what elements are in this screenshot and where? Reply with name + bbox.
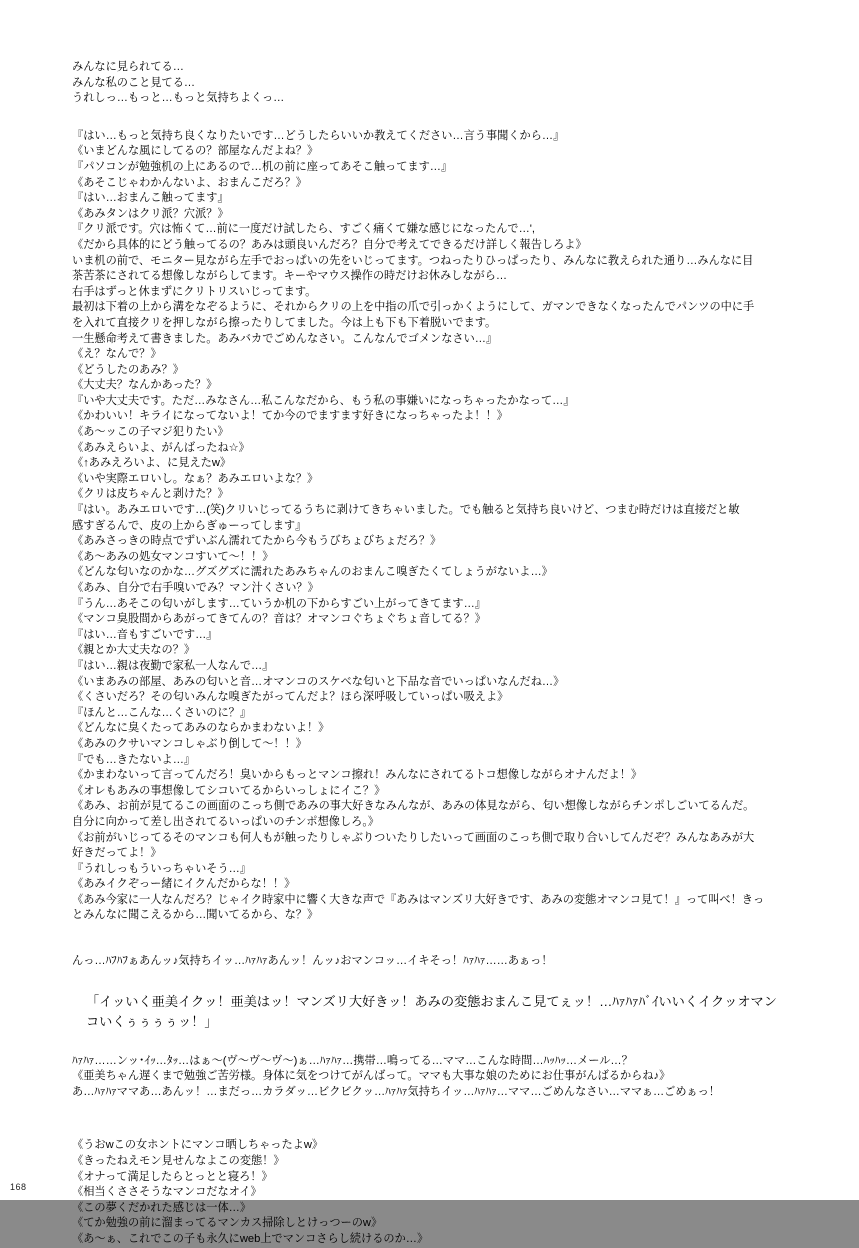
after-moan-line: ﾊｧﾊｧ……ンッ･ｲｯ…ﾀｯ…はぁ〜(ヴ〜ヴ〜ヴ〜)ぁ…ﾊｧﾊｧ…携帯…鳴ってる…ママ…こんな時間…ﾊｯﾊｯ…メール…？ xyxy=(72,1054,633,1067)
dialogue-line: 『クリ派です。穴は怖くて…前に一度だけ試したら、すごく痛くて嫌な感じになったんで…', xyxy=(72,223,536,236)
comments-block xyxy=(72,1138,788,1247)
dialogue-line: 《あそこじゃわかんないよ、おまんこだろ？》 xyxy=(72,176,307,189)
dialogue-line: 《かわいい！キライになってないよ！てか今のでますます好きになっちゃったよ！！》 xyxy=(72,410,508,423)
dialogue-line: 《お前がいじってるそのマンコも何人もが触ったりしゃぶりついたりしたいって画面のこっち側で取り合いしてんだぞ？みんなあみが大 xyxy=(72,831,755,844)
dialogue-line: 《あみ、お前が見てるこの画面のこっち側であみの事大好きなみんなが、あみの体見ながら、匂い想像しながらチンポしごいてるんだ。 xyxy=(72,800,755,813)
page-content xyxy=(72,60,788,1248)
dialogue-line: 《だから具体的にどう触ってるの？あみは頭良いんだろ？自分で考えてできるだけ詳しく報告しろよ》 xyxy=(72,238,587,251)
dialogue-line: 『はい…おまんこ触ってます』 xyxy=(72,192,229,205)
intro-line: うれしっ…もっと…もっと気持ちよくっ… xyxy=(72,92,285,105)
dialogue-line: 右手はずっと休まずにクリトリスいじってます。 xyxy=(72,285,317,298)
intro-block xyxy=(72,60,788,107)
dialogue-line: 『はい…もっと気持ち良くなりたいです…どうしたらいいか教えてください…言う事聞くから…』 xyxy=(72,129,565,142)
spacer xyxy=(72,970,788,992)
dialogue-line: 《クリは皮ちゃんと剥けた？》 xyxy=(72,488,229,501)
dialogue-line: 《オレもあみの事想像してシコいてるからいっしょにイこ？》 xyxy=(72,784,386,797)
dialogue-line: 《くさいだろ？その匂いみんな嗅ぎたがってんだよ？ほら深呼吸していっぱい吸えよ》 xyxy=(72,691,509,704)
dialogue-line: 《いまあみの部屋、あみの匂いと音…オマンコのスケベな匂いと下品な音でいっぱいなんだね…》 xyxy=(72,675,565,688)
dialogue-line: 感すぎるんで、皮の上からぎゅーってします』 xyxy=(72,519,307,532)
moan-line: んっ…ﾊﾌﾊﾌぁあんッ♪気持ちイッ…ﾊｧﾊｧあんッ！んッ♪おマンコッ…イキそっ！ﾊｧﾊｧ……あぁっ！ xyxy=(72,955,553,968)
dialogue-line: 『パソコンが勉強机の上にあるので…机の前に座ってあそこ触ってます…』 xyxy=(72,160,453,173)
dialogue-line: 『はい。あみエロいです…(笑)クリいじってるうちに剥けてきちゃいました。でも触ると気持ち良いけど、つまむ時だけは直接だと敏 xyxy=(72,504,740,517)
comment-line: 《相当くささそうなマンコだなオイ》 xyxy=(72,1186,262,1199)
comment-line: 《この夢くだかれた感じは一体…》 xyxy=(72,1201,252,1214)
dialogue-line: 『うれしっもういっちゃいそう…』 xyxy=(72,862,252,875)
dialogue-line: 《あみえらいよ、がんばったね☆》 xyxy=(72,441,250,454)
dialogue-line: 最初は下着の上から溝をなぞるように、それからクリの上を中指の爪で引っかくようにして、ガマンできなくなったんでパンツの中に手 xyxy=(72,301,755,314)
dialogue-line: 《どうしたのあみ？》 xyxy=(72,363,184,376)
intro-line: みんな私のこと見てる… xyxy=(72,76,196,89)
dialogue-line: 《あみ今家に一人なんだろ？じゃイク時家中に響く大きな声で『あみはマンズリ大好きです、あみの変態オマンコ見て！』って叫べ！きっ xyxy=(72,893,765,906)
spacer xyxy=(72,107,788,129)
dialogue-line: 茶苦茶にされてる想像しながらしてます。キーやマウス操作の時だけお休みしながら… xyxy=(72,270,508,283)
dialogue-line: 《あみタンはクリ派？穴派？》 xyxy=(72,207,229,220)
spacer xyxy=(72,1100,788,1138)
dialogue-line: 《あみイクぞっー緒にイクんだからな！！》 xyxy=(72,878,296,891)
dialogue-line: 自分に向かって差し出されてるいっぱいのチンポ想像しろ。》 xyxy=(72,815,380,828)
after-moan-line: あ…ﾊｧﾊｧママあ…あんッ！…まだっ…カラダッ…ビクビクッ…ﾊｧﾊｧ気持ちイッ…ﾊｧﾊｧ…ママ…ごめんなさい…ママぁ…ごめぁっ！ xyxy=(72,1085,720,1098)
dialogue-line: 好きだってよ！》 xyxy=(72,847,162,860)
dialogue-line: 《いや実際エロいし。なぁ？あみエロいよな？》 xyxy=(72,472,319,485)
dialogue-line: 《大丈夫？なんかあった？》 xyxy=(72,379,218,392)
dialogue-line: 《あ〜ッこの子マジ犯りたい》 xyxy=(72,426,229,439)
comment-line: 《うおwこの女ホントにマンコ晒しちゃったよw》 xyxy=(72,1139,324,1152)
dialogue-line: 『ほんと…こんな…くさいのに？』 xyxy=(72,706,252,719)
intro-line: みんなに見られてる… xyxy=(72,61,184,73)
page-number: 168 xyxy=(10,1182,27,1192)
comment-line: 《きったねえモン見せんなよこの変態！》 xyxy=(72,1155,285,1168)
shout-line: 「イッいく亜美イクッ！亜美はッ！マンズリ大好きッ！あみの変態おまんこ見てぇッ！…ﾊｧﾊｧﾊﾞｲいいくイクッオマンコいくぅぅぅぅッ！」 xyxy=(86,993,777,1029)
dialogue-line: 《マンコ臭股間からあがってきてんの？音は？オマンコぐちょぐちょ音してる？》 xyxy=(72,613,486,626)
comment-line: 《あ〜ぁ、これでこの子も永久にweb上でマンコさらし続けるのか…》 xyxy=(72,1233,429,1245)
dialogue-block xyxy=(72,129,788,924)
shout-block xyxy=(72,992,788,1032)
after-moan-line: 《亜美ちゃん遅くまで勉強ご苦労様。身体に気をつけてがんばって。ママも大事な娘のためにお仕事がんばるからね♪》 xyxy=(72,1070,671,1083)
dialogue-line: 《あみのクサいマンコしゃぶり倒して〜！！》 xyxy=(72,737,307,750)
dialogue-line: 《いまどんな風にしてるの？部屋なんだよね？》 xyxy=(72,145,319,158)
dialogue-line: 《え？なんで？》 xyxy=(72,348,162,361)
dialogue-line: 《あ〜あみの処女マンコすいて〜！！》 xyxy=(72,550,274,563)
dialogue-line: 《あみさっきの時点でずいぶん濡れてたから今もうびちょびちょだろ？》 xyxy=(72,535,442,548)
dialogue-line: 『はい…音もすごいです…』 xyxy=(72,628,218,641)
dialogue-line: とみんなに聞こえるから…聞いてるから、な？》 xyxy=(72,909,319,922)
moan-block xyxy=(72,954,788,970)
dialogue-line: 『はい…親は夜勤で家私一人なんで…』 xyxy=(72,659,274,672)
dialogue-line: 一生懸命考えて書きました。あみバカでごめんなさい。こんなんでゴメンなさい…』 xyxy=(72,332,498,345)
comment-line: 《オナって満足したらとっとと寝ろ！》 xyxy=(72,1170,273,1183)
after-moan-block xyxy=(72,1054,788,1101)
dialogue-line: 『でも…きたないよ…』 xyxy=(72,753,196,766)
dialogue-line: 《どんなに臭くたってあみのならかまわないよ！》 xyxy=(72,722,330,735)
spacer xyxy=(72,924,788,954)
dialogue-line: いま机の前で、モニター見ながら左手でおっぱいの先をいじってます。つねったりひっぱったり、みんなに教えられた通り…みんなに目 xyxy=(72,254,754,267)
dialogue-line: 《↑あみえろいよ、に見えたw》 xyxy=(72,457,232,470)
comment-line: 《てか勉強の前に溜まってるマンカス掃除しとけっつーのw》 xyxy=(72,1217,383,1230)
dialogue-line: 《あみ、自分で右手嗅いでみ？マン汁くさい？》 xyxy=(72,582,319,594)
dialogue-line: を入れて直接クリを押しながら擦ったりしてました。今は上も下も下着脱いでます。 xyxy=(72,316,497,329)
dialogue-line: 《どんな匂いなのかな…グズグズに濡れたあみちゃんのおまんこ嗅ぎたくてしょうがないよ…》 xyxy=(72,566,553,579)
dialogue-line: 《親とか大丈夫なの？》 xyxy=(72,644,196,657)
spacer xyxy=(72,1032,788,1054)
dialogue-line: 《かまわないって言ってんだろ！臭いからもっとマンコ擦れ！みんなにされてるトコ想像しながらオナんだよ！》 xyxy=(72,769,643,782)
dialogue-line: 『いや大丈夫です。ただ…みなさん…私こんなだから、もう私の事嫌いになっちゃったかなって…』 xyxy=(72,394,575,407)
dialogue-line: 『うん…あそこの匂いがします…ていうか机の下からすごい上がってきてます…』 xyxy=(72,597,486,610)
